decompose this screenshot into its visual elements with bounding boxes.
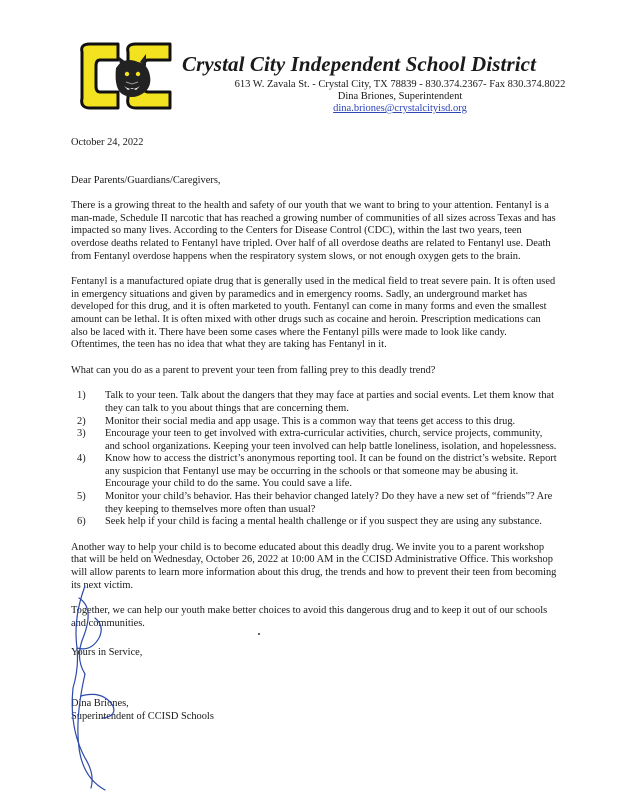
list-item bbox=[71, 516, 557, 529]
closing: Yours in Service, bbox=[71, 647, 143, 659]
paragraph: There is a growing threat to the health and safety of our youth that we want to bring to your attention. Fentanyl is a man-made, Schedule II narcotic that has reached a growing number of communities of all sizes across Texas and has impacted so many lives. According to the Centers for Disease Control (CDC), within the last two years, teen overdose deaths related to Fentanyl have tripled. Over half of all overdose deaths are related to Fentanyl use. Death from Fentanyl overdose happens when the respiratory system slows, or not enough oxygen gets to the brain. bbox=[71, 200, 556, 262]
list-item bbox=[71, 416, 557, 429]
list-item-text: Monitor your child’s behavior. Has their behavior changed lately? Do they have a new set of “friends”? Are they keeping to themselves more often than usual? bbox=[105, 491, 553, 515]
list-number: 5) bbox=[77, 491, 86, 503]
prevention-tips-list bbox=[71, 390, 557, 529]
district-logo bbox=[74, 38, 178, 112]
list-item-text: Seek help if your child is facing a mental health challenge or if you suspect they are using any substance. bbox=[105, 516, 542, 528]
district-name: Crystal City Independent School District bbox=[182, 52, 537, 76]
signer-name: Dina Briones, bbox=[71, 698, 129, 709]
list-number: 6) bbox=[77, 516, 86, 528]
address-line: 613 W. Zavala St. - Crystal City, TX 78839 - 830.374.2367- Fax 830.374.8022 bbox=[234, 79, 566, 90]
list-number: 4) bbox=[77, 453, 86, 465]
list-number: 2) bbox=[77, 415, 86, 427]
list-number: 1) bbox=[77, 390, 86, 402]
logo-letter-c-left bbox=[82, 44, 118, 108]
list-item-text: Talk to your teen. Talk about the dangers that they may face at parties and social events. Let them know that they can talk to you about things that are concerning them. bbox=[105, 390, 555, 414]
panther-mascot-icon bbox=[116, 54, 151, 97]
list-item bbox=[71, 453, 557, 491]
paragraph: Together, we can help our youth make better choices to avoid this dangerous drug and to keep it out of our schools and communities. bbox=[71, 605, 548, 629]
superintendent-line: Dina Briones, Superintendent bbox=[337, 91, 463, 102]
letter-body bbox=[71, 137, 557, 723]
paragraph: Fentanyl is a manufactured opiate drug that is generally used in the medical field to treat severe pain. It is often used in emergency situations and given by paramedics and in emergency rooms. Sadly, an underground market has developed for this drug, and it is often marketed to youth. Fentanyl can come in many forms and even the smallest amount can be lethal. It is often mixed with other drugs such as cocaine and heroin. Prescription medications can also be laced with it. There have been some cases where the Fentanyl pills were made to look like candy. Oftentimes, the teen has no idea that what they are taking has Fentanyl in it. bbox=[71, 276, 556, 351]
list-item bbox=[71, 428, 557, 453]
paragraph: Another way to help your child is to become educated about this deadly drug. We invite you to a parent workshop that will be held on Wednesday, October 26, 2022 at 10:00 AM in the CCISD Administrative Office. This workshop will allow parents to learn more information about this drug, the trends and how to prevent their teen from becoming its next victim. bbox=[71, 541, 557, 591]
email-link[interactable]: dina.briones@crystalcityisd.org bbox=[333, 103, 467, 114]
question-paragraph: What can you do as a parent to prevent your teen from falling prey to this deadly trend? bbox=[71, 364, 436, 376]
greeting: Dear Parents/Guardians/Caregivers, bbox=[71, 174, 221, 186]
signer-title: Superintendent of CCISD Schools bbox=[71, 710, 214, 722]
list-number: 3) bbox=[77, 428, 86, 440]
list-item-text: Monitor their social media and app usage. This is a common way that teens get access to this drug. bbox=[105, 415, 516, 427]
letterhead-contact bbox=[210, 79, 590, 115]
list-item bbox=[71, 491, 557, 516]
list-item-text: Know how to access the district’s anonymous reporting tool. It can be found on the district’s website. Report any suspicion that Fentanyl use may be occurring in the schools or that someone may be abusing it. Encourage your child to do the same. You could save a life. bbox=[105, 453, 557, 490]
list-item bbox=[71, 390, 557, 415]
letter-date: October 24, 2022 bbox=[71, 137, 144, 148]
list-item-text: Encourage your teen to get involved with extra-curricular activities, church, service projects, community, and school organizations. Keeping your teen involved can help battle loneliness, isolation, and hopelessness. bbox=[105, 428, 557, 452]
stray-mark bbox=[258, 633, 260, 635]
